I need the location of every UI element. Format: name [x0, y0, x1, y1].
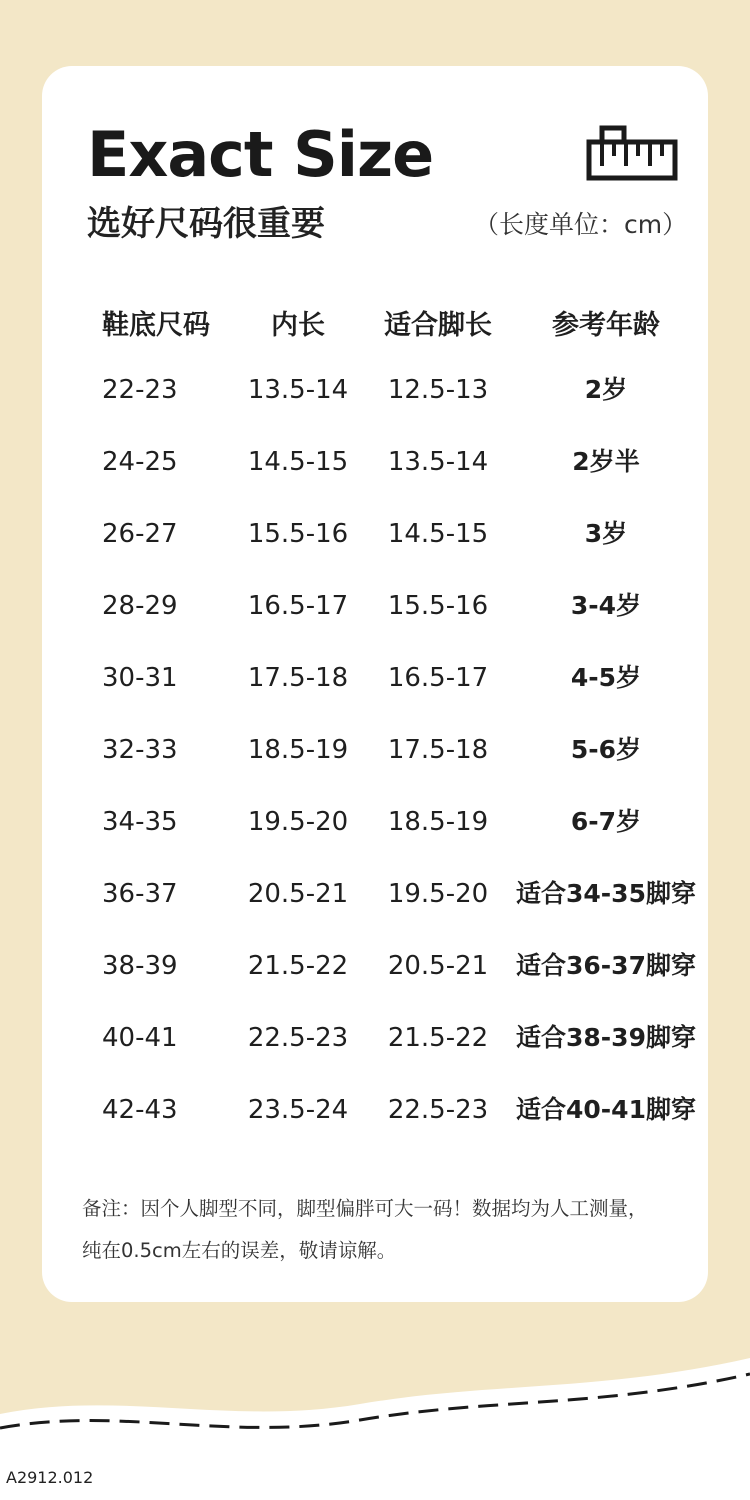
- table-row: [42, 584, 708, 628]
- column-header: 适合脚长: [384, 310, 492, 341]
- table-cell: 42-43: [102, 1095, 178, 1125]
- table-row: [42, 368, 708, 412]
- table-cell: 34-35: [102, 807, 178, 837]
- table-cell: 适合34-35脚穿: [516, 879, 696, 908]
- footnote: [82, 1188, 702, 1272]
- table-cell: 40-41: [102, 1023, 178, 1053]
- table-cell: 15.5-16: [247, 519, 349, 549]
- table-cell: 18.5-19: [247, 735, 349, 765]
- table-cell: 13.5-14: [387, 447, 489, 477]
- table-cell: 24-25: [102, 447, 178, 477]
- table-row: [42, 728, 708, 772]
- table-cell: 22.5-23: [387, 1095, 489, 1125]
- table-cell: 12.5-13: [387, 375, 489, 405]
- table-cell: 3岁: [584, 519, 628, 548]
- table-cell: 18.5-19: [387, 807, 489, 837]
- table-cell: 32-33: [102, 735, 178, 765]
- table-row: [42, 440, 708, 484]
- table-header-row: [42, 304, 708, 348]
- table-cell: 17.5-18: [387, 735, 489, 765]
- wave-decoration: [0, 1330, 750, 1500]
- table-cell: 5-6岁: [570, 735, 642, 764]
- table-cell: 适合36-37脚穿: [516, 951, 696, 980]
- table-row: [42, 656, 708, 700]
- table-row: [42, 1016, 708, 1060]
- table-cell: 22-23: [102, 375, 178, 405]
- column-header: 内长: [271, 310, 325, 341]
- page-title: Exact Size: [87, 118, 434, 191]
- table-cell: 23.5-24: [247, 1095, 349, 1125]
- table-cell: 38-39: [102, 951, 178, 981]
- table-cell: 6-7岁: [570, 807, 642, 836]
- table-row: [42, 512, 708, 556]
- size-chart-card: [42, 66, 708, 1302]
- table-cell: 26-27: [102, 519, 178, 549]
- table-row: [42, 800, 708, 844]
- table-cell: 14.5-15: [387, 519, 489, 549]
- column-header: 参考年龄: [552, 310, 660, 341]
- table-cell: 14.5-15: [247, 447, 349, 477]
- table-cell: 2岁半: [572, 447, 640, 476]
- table-cell: 22.5-23: [247, 1023, 349, 1053]
- table-cell: 15.5-16: [387, 591, 489, 621]
- column-header: 鞋底尺码: [102, 310, 210, 341]
- table-cell: 28-29: [102, 591, 178, 621]
- table-cell: 2岁: [584, 375, 628, 404]
- table-cell: 20.5-21: [387, 951, 489, 981]
- table-cell: 16.5-17: [247, 591, 349, 621]
- table-cell: 20.5-21: [247, 879, 349, 909]
- table-cell: 17.5-18: [247, 663, 349, 693]
- table-cell: 19.5-20: [387, 879, 489, 909]
- footnote-line: 备注：因个人脚型不同，脚型偏胖可大一码！数据均为人工测量，: [82, 1197, 648, 1220]
- table-cell: 适合38-39脚穿: [516, 1023, 696, 1052]
- ruler-icon: [586, 124, 678, 182]
- table-row: [42, 944, 708, 988]
- table-row: [42, 1088, 708, 1132]
- table-cell: 3-4岁: [570, 591, 642, 620]
- table-cell: 13.5-14: [247, 375, 349, 405]
- unit-note: （长度单位：cm）: [474, 210, 688, 239]
- product-code: A2912.012: [6, 1468, 94, 1487]
- page-subtitle: 选好尺码很重要: [87, 204, 325, 244]
- table-cell: 4-5岁: [570, 663, 642, 692]
- table-cell: 30-31: [102, 663, 178, 693]
- table-cell: 适合40-41脚穿: [516, 1095, 696, 1124]
- table-cell: 19.5-20: [247, 807, 349, 837]
- table-cell: 21.5-22: [247, 951, 349, 981]
- footnote-line: 纯在0.5cm左右的误差，敬请谅解。: [82, 1239, 397, 1262]
- table-cell: 16.5-17: [387, 663, 489, 693]
- table-row: [42, 872, 708, 916]
- table-cell: 36-37: [102, 879, 178, 909]
- table-cell: 21.5-22: [387, 1023, 489, 1053]
